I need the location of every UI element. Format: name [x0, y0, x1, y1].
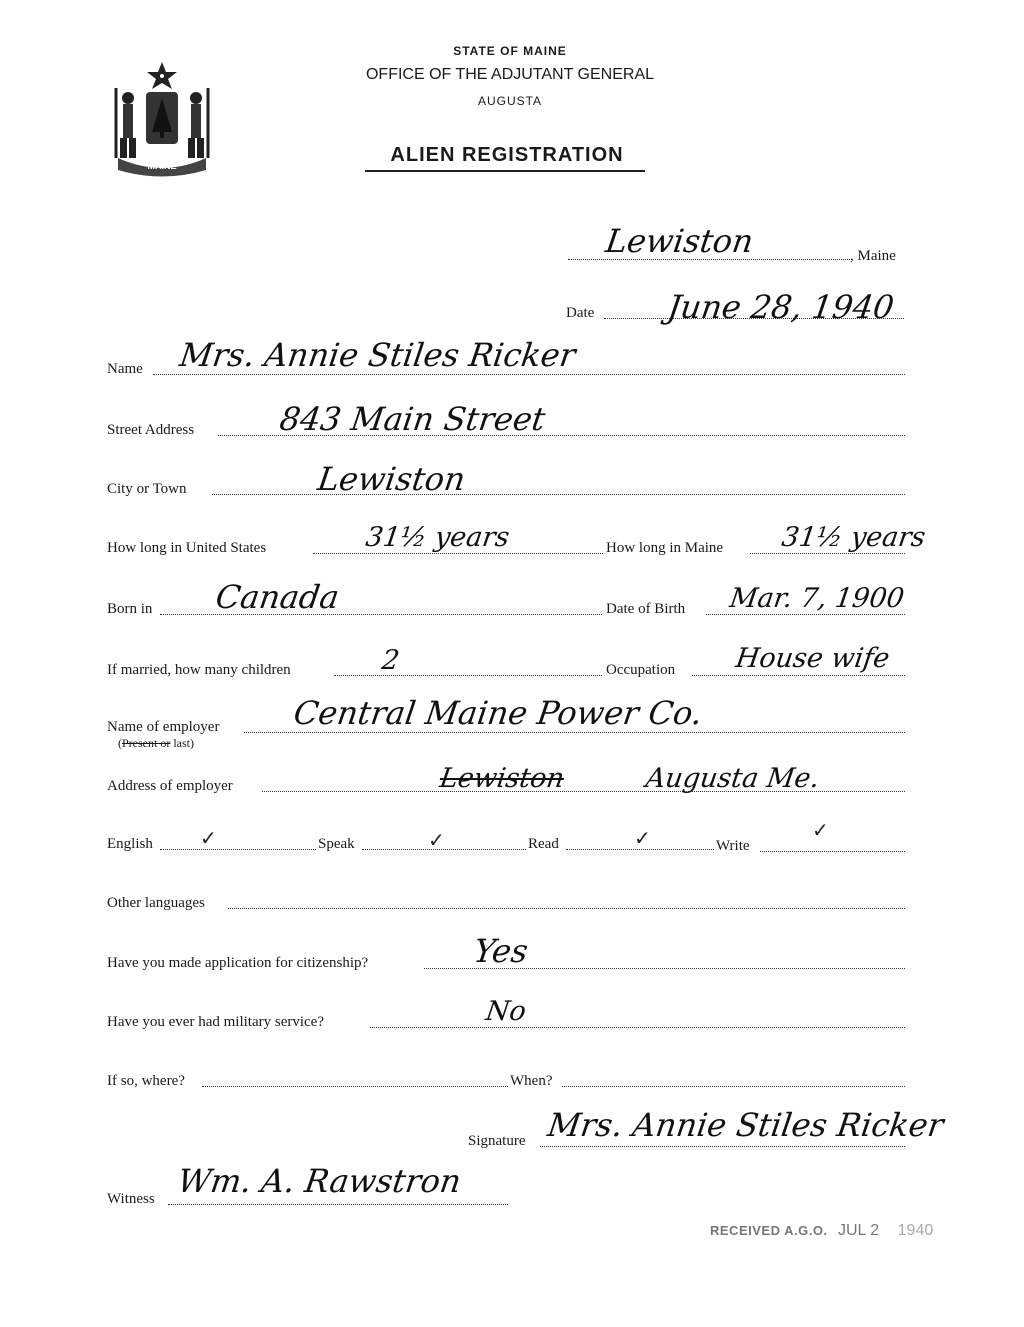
occupation-label: Occupation	[606, 662, 676, 678]
signature-label: Signature	[468, 1133, 526, 1149]
employer-label: Name of employer	[107, 719, 220, 735]
witness-value: Wm. A. Rawstron	[175, 1162, 464, 1200]
stamp-year: 1940	[897, 1222, 934, 1239]
street-value: 843 Main Street	[277, 400, 548, 438]
form-title: ALIEN REGISTRATION	[390, 144, 624, 166]
dob-value: Mar. 7, 1900	[727, 583, 907, 614]
employer-value: Central Maine Power Co.	[291, 694, 705, 732]
citizenship-label: Have you made application for citizenship?	[107, 955, 369, 971]
us-duration-label: How long in United States	[107, 540, 267, 556]
dob-label: Date of Birth	[606, 601, 686, 617]
employer-note-struck: Present or	[122, 736, 171, 750]
header-state: STATE OF MAINE	[453, 44, 567, 58]
state-seal	[108, 58, 216, 183]
name-value: Mrs. Annie Stiles Ricker	[177, 336, 578, 374]
stamp-date: JUL 2	[838, 1222, 880, 1239]
date-label: Date	[566, 305, 595, 321]
employer-note-open: (	[118, 736, 122, 750]
seal-banner-text: MAINE	[147, 161, 177, 171]
speak-label: Speak	[318, 836, 355, 852]
other-languages-label: Other languages	[107, 895, 205, 911]
stamp-received: RECEIVED A.G.O.	[710, 1223, 828, 1238]
signature-value: Mrs. Annie Stiles Ricker	[545, 1106, 946, 1144]
write-label: Write	[716, 838, 750, 854]
employer-address-struck: Lewiston	[437, 763, 567, 794]
english-label: English	[107, 836, 153, 852]
witness-label: Witness	[107, 1191, 155, 1207]
maine-duration-label: How long in Maine	[606, 540, 724, 556]
employer-address-value: Augusta Me.	[643, 763, 822, 794]
location-city-value: Lewiston	[603, 222, 756, 260]
born-value: Canada	[213, 578, 342, 616]
english-check: ✓	[200, 828, 217, 850]
city-label: City or Town	[107, 481, 187, 497]
citizenship-value: Yes	[471, 932, 531, 970]
title-underline	[365, 170, 645, 172]
children-value: 2	[379, 645, 402, 676]
read-check: ✓	[634, 828, 651, 850]
employer-note-rest: last)	[170, 736, 194, 750]
maine-duration-value: 31½ years	[779, 522, 928, 553]
name-label: Name	[107, 361, 143, 377]
military-label: Have you ever had military service?	[107, 1014, 324, 1030]
read-label: Read	[528, 836, 559, 852]
speak-check: ✓	[428, 830, 445, 852]
write-check: ✓	[812, 820, 829, 842]
city-value: Lewiston	[315, 460, 468, 498]
received-stamp	[710, 1222, 933, 1240]
location-state-label: , Maine	[850, 248, 896, 264]
when-label: When?	[510, 1073, 553, 1089]
where-label: If so, where?	[107, 1073, 185, 1089]
employer-address-label: Address of employer	[107, 778, 233, 794]
born-label: Born in	[107, 601, 153, 617]
occupation-value: House wife	[733, 643, 892, 674]
employer-note	[118, 736, 194, 751]
header-city: AUGUSTA	[477, 94, 543, 108]
us-duration-value: 31½ years	[363, 522, 512, 553]
children-label: If married, how many children	[107, 662, 291, 678]
street-label: Street Address	[107, 422, 195, 438]
header-office: OFFICE OF THE ADJUTANT GENERAL	[365, 66, 655, 83]
date-value: June 28, 1940	[665, 288, 897, 326]
military-value: No	[483, 996, 529, 1027]
